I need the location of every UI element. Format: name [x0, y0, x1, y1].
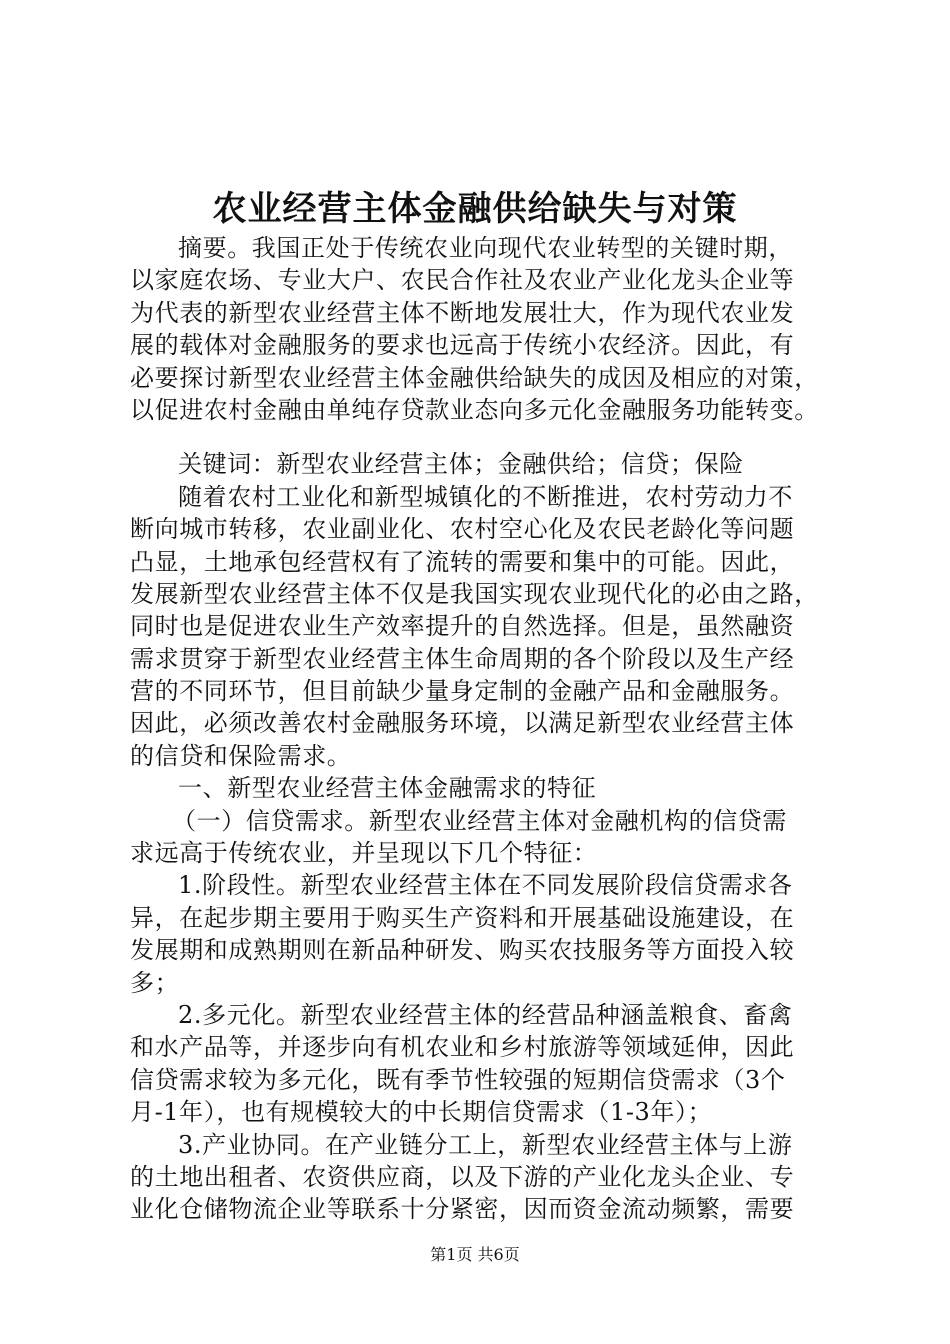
abstract-paragraph [130, 232, 830, 426]
intro-line: 营的不同环节，但目前缺少量身定制的金融产品和金融服务。 [130, 677, 795, 706]
document-title: 农业经营主体金融供给缺失与对策 [212, 189, 738, 229]
abstract-line: 以促进农村金融由单纯存贷款业态向多元化金融服务功能转变。 [130, 395, 819, 424]
subsection-line: （一）信贷需求。新型农业经营主体对金融机构的信贷需 [172, 806, 787, 835]
page-footer: 第1页 共6页 [430, 1245, 520, 1264]
point-1-line: 发展期和成熟期则在新品种研发、购买农技服务等方面投入较 [130, 936, 795, 965]
abstract-line: 必要探讨新型农业经营主体金融供给缺失的成因及相应的对策， [130, 363, 819, 392]
intro-line: 断向城市转移，农业副业化、农村空心化及农民老龄化等问题 [130, 515, 795, 544]
intro-line: 发展新型农业经营主体不仅是我国实现农业现代化的必由之路， [130, 579, 819, 608]
point-2-line: 和水产品等，并逐步向有机农业和乡村旅游等领域延伸，因此 [130, 1033, 795, 1062]
keywords-line: 关键词：新型农业经营主体；金融供给；信贷；保险 [178, 450, 744, 479]
abstract-line: 展的载体对金融服务的要求也远高于传统小农经济。因此，有 [130, 331, 795, 360]
point-3-line: 3.产业协同。在产业链分工上，新型农业经营主体与上游 [178, 1130, 793, 1159]
point-1-line: 多； [130, 968, 180, 997]
abstract-line: 为代表的新型农业经营主体不断地发展壮大，作为现代农业发 [130, 298, 795, 327]
intro-line: 的信贷和保险需求。 [130, 741, 352, 770]
document-body [130, 232, 830, 1226]
point-3-line: 的土地出租者、农资供应商，以及下游的产业化龙头企业、专 [130, 1162, 795, 1191]
intro-paragraph [130, 481, 830, 773]
point-1-line: 异，在起步期主要用于购买生产资料和开展基础设施建设，在 [130, 903, 795, 932]
section-heading-text: 一、新型农业经营主体金融需求的特征 [178, 774, 597, 803]
intro-line: 需求贯穿于新型农业经营主体生命周期的各个阶段以及生产经 [130, 644, 795, 673]
subsection-paragraph [130, 805, 830, 870]
point-2-line: 2.多元化。新型农业经营主体的经营品种涵盖粮食、畜禽 [178, 1000, 793, 1029]
intro-line: 凸显，土地承包经营权有了流转的需要和集中的可能。因此， [130, 547, 795, 576]
point-1-paragraph [130, 869, 830, 999]
point-3-line: 业化仓储物流企业等联系十分紧密，因而资金流动频繁，需要 [130, 1195, 795, 1224]
point-3-paragraph [130, 1129, 830, 1226]
abstract-line: 摘要。我国正处于传统农业向现代农业转型的关键时期， [178, 234, 793, 262]
intro-line: 同时也是促进农业生产效率提升的自然选择。但是，虽然融资 [130, 612, 795, 641]
point-2-line: 月-1年），也有规模较大的中长期信贷需求（1-3年）； [130, 1098, 713, 1127]
paragraph-gap [130, 426, 830, 448]
point-2-paragraph [130, 999, 830, 1129]
section-heading [130, 772, 830, 804]
point-2-line: 信贷需求较为多元化，既有季节性较强的短期信贷需求（3个 [130, 1065, 786, 1094]
keywords-paragraph [130, 448, 830, 480]
point-1-line: 1.阶段性。新型农业经营主体在不同发展阶段信贷需求各 [178, 871, 793, 900]
abstract-line: 以家庭农场、专业大户、农民合作社及农业产业化龙头企业等 [130, 266, 795, 295]
intro-line: 因此，必须改善农村金融服务环境，以满足新型农业经营主体 [130, 709, 795, 738]
subsection-line: 求远高于传统农业，并呈现以下几个特征： [130, 839, 598, 868]
intro-line: 随着农村工业化和新型城镇化的不断推进，农村劳动力不 [178, 482, 793, 511]
